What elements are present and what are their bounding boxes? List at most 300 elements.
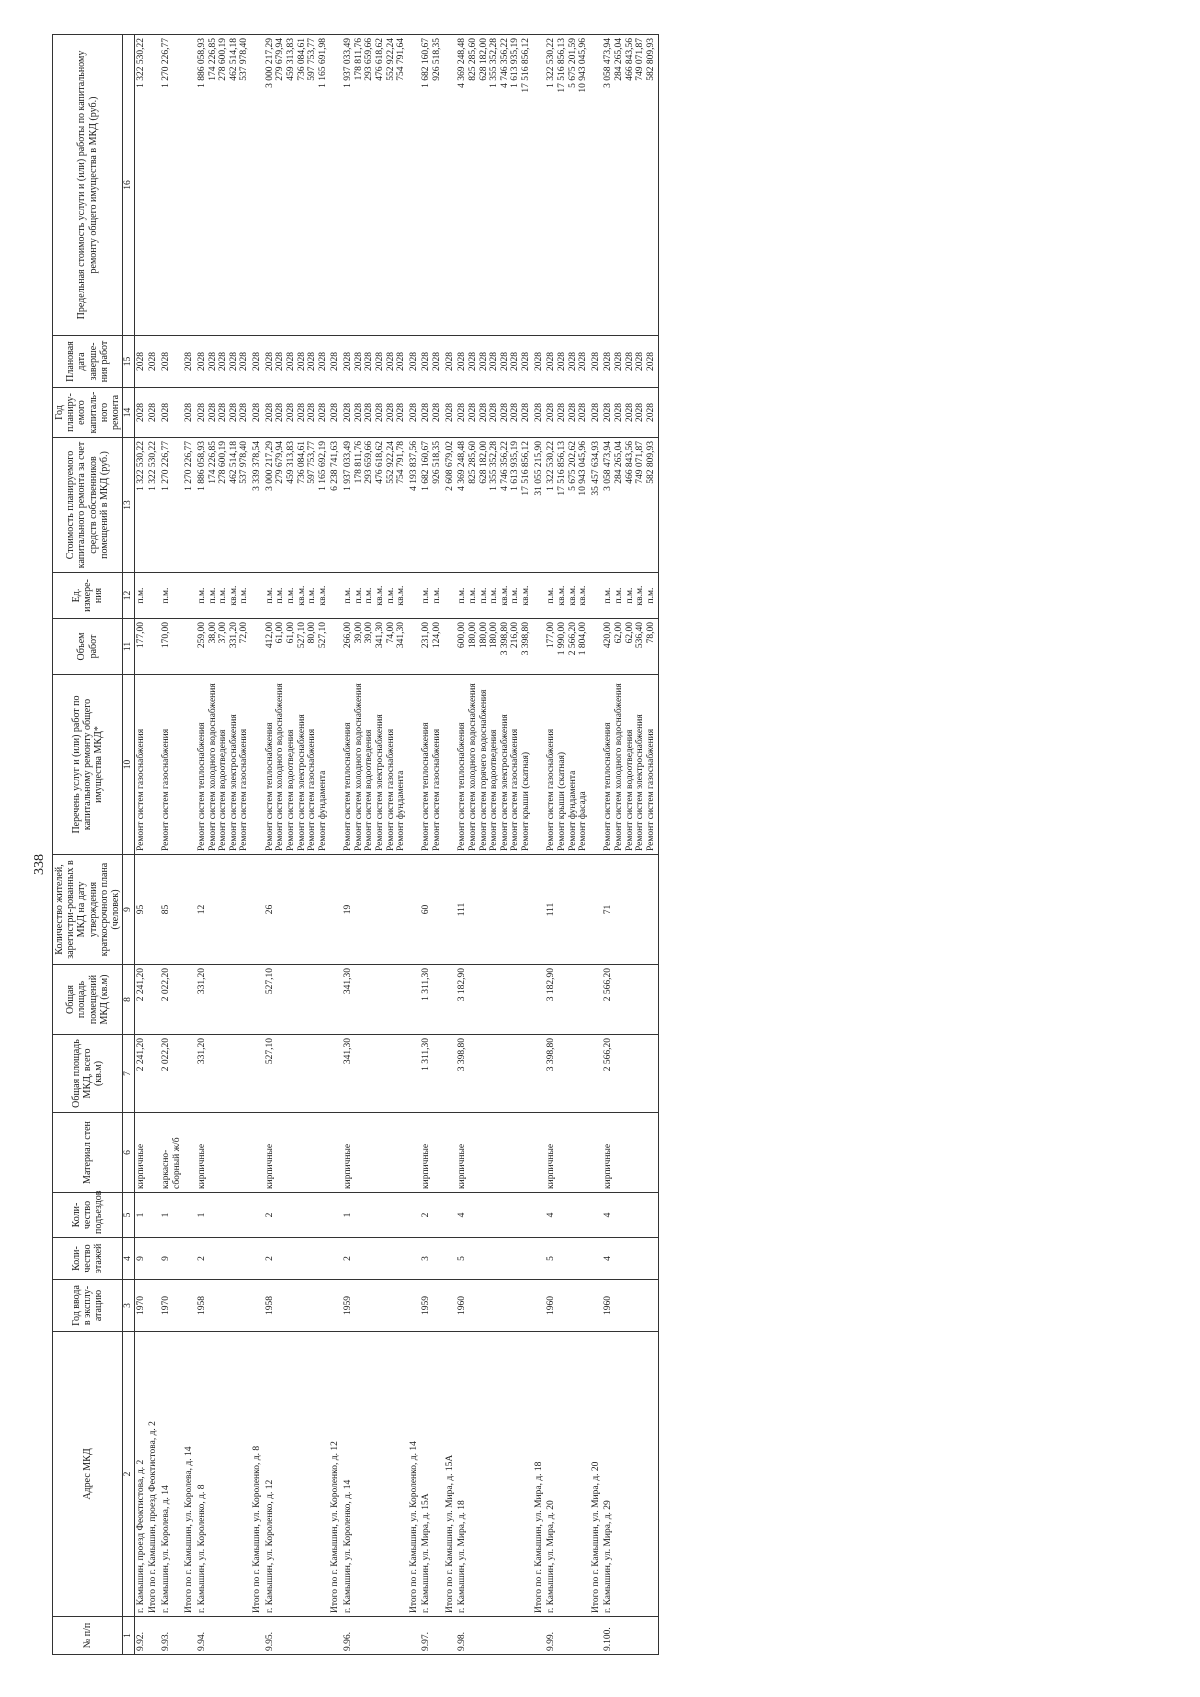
premises-area: 3 182,90	[456, 965, 532, 1035]
planned-year-cell	[183, 388, 196, 438]
planned-cost-cell	[264, 438, 330, 573]
planned-cost: 1 270 226,77	[161, 441, 171, 491]
work-unit: п.м.	[218, 587, 229, 604]
completion-date: 2028	[635, 352, 646, 371]
planned-cost: 6 238 741,63	[330, 441, 341, 491]
work-unit: п.м.	[645, 587, 656, 604]
completion-date: 2028	[467, 352, 478, 371]
planned-cost: 3 058 473,94	[603, 441, 614, 491]
planned-cost-cell	[196, 438, 251, 573]
work-item: Ремонт систем теплоснабжения	[603, 722, 614, 851]
row-number	[147, 1617, 160, 1655]
rotated-landscape-sheet	[30, 35, 1170, 1655]
work-item-cell	[545, 675, 590, 855]
planned-year: 2028	[184, 403, 195, 422]
max-cost-cell	[160, 35, 183, 336]
total-area	[408, 1035, 421, 1113]
page-number: 338	[32, 854, 47, 875]
completion-date: 2028	[624, 352, 635, 371]
total-area	[590, 1035, 603, 1113]
column-header: Стоимость планируемого капитального ремонта за счет средств собственников помещений в МКД (руб.)	[53, 438, 123, 573]
max-cost-cell	[602, 35, 658, 336]
address: Итого по г. Камышин, ул. Короленко, д. 8	[251, 1332, 264, 1617]
table-row	[160, 35, 183, 1655]
planned-year: 2028	[635, 403, 646, 422]
work-volume: 180,00	[478, 622, 489, 649]
work-volume: 527,10	[296, 622, 307, 649]
work-unit-cell	[264, 573, 330, 619]
planned-cost: 1 682 160,67	[421, 441, 432, 491]
work-volume: 259,00	[196, 622, 207, 649]
premises-area: 1 311,30	[420, 965, 443, 1035]
repair-plan-table	[52, 34, 659, 1655]
work-unit-cell	[147, 573, 160, 619]
planned-cost: 4 193 837,56	[408, 441, 419, 491]
total-row	[408, 35, 421, 1655]
work-volume: 37,00	[218, 622, 229, 644]
column-header: Коли-чество этажей	[53, 1238, 123, 1280]
planned-year: 2028	[624, 403, 635, 422]
address: г. Камышин, ул. Мира, д. 15А	[420, 1332, 443, 1617]
planned-year-cell	[545, 388, 590, 438]
work-volume: 177,00	[135, 622, 146, 649]
completion-date-cell	[420, 336, 443, 388]
column-number: 5	[123, 1193, 135, 1238]
work-unit: кв.м.	[228, 585, 239, 606]
work-unit: п.м.	[432, 587, 442, 604]
max-cost: 537 978,40	[239, 38, 250, 81]
completion-date: 2028	[457, 352, 468, 371]
resident-count: 111	[545, 855, 590, 965]
work-unit: п.м.	[478, 587, 489, 604]
work-volume-cell	[545, 619, 590, 675]
max-cost-cell	[183, 35, 196, 336]
column-number: 6	[123, 1113, 135, 1193]
wall-material: кирпичные	[545, 1113, 590, 1193]
planned-year: 2028	[467, 403, 478, 422]
entrance-count: 4	[456, 1193, 532, 1238]
planned-cost-cell	[160, 438, 183, 573]
column-number: 7	[123, 1035, 135, 1113]
completion-date: 2028	[353, 352, 364, 371]
work-unit: п.м.	[207, 587, 218, 604]
work-volume: 420,00	[603, 622, 614, 649]
planned-year-cell	[408, 388, 421, 438]
resident-count: 12	[196, 855, 251, 965]
planned-year: 2028	[521, 403, 531, 422]
work-volume-cell	[147, 619, 160, 675]
wall-material: кирпичные	[342, 1113, 408, 1193]
planned-cost: 31 055 215,90	[533, 441, 544, 496]
completion-date: 2028	[317, 352, 328, 371]
work-volume: 536,40	[635, 622, 646, 649]
planned-cost: 35 457 634,93	[590, 441, 601, 496]
row-number	[533, 1617, 546, 1655]
work-volume: 331,20	[228, 622, 239, 649]
max-cost-cell	[342, 35, 408, 336]
completion-date: 2028	[218, 352, 229, 371]
max-cost: 3 058 473,94	[603, 38, 614, 88]
work-item: Ремонт фундамента	[396, 770, 407, 851]
column-header: Коли-чество подъездов	[53, 1193, 123, 1238]
completion-date: 2028	[374, 352, 385, 371]
wall-material: кирпичные	[264, 1113, 330, 1193]
planned-cost: 3 339 378,54	[252, 441, 262, 491]
planned-year-cell	[251, 388, 264, 438]
work-unit: п.м.	[343, 587, 353, 604]
address: г. Камышин, ул. Короленко, д. 14	[342, 1332, 408, 1617]
completion-date: 2028	[239, 352, 250, 371]
wall-material: кирпичные	[456, 1113, 532, 1193]
work-unit-cell	[602, 573, 658, 619]
work-item: Ремонт фундамента	[317, 770, 328, 851]
work-item: Ремонт систем электроснабжения	[296, 714, 307, 851]
floor-count: 9	[160, 1238, 183, 1280]
work-volume-cell	[590, 619, 603, 675]
planned-cost-cell	[329, 438, 342, 573]
work-unit-cell	[160, 573, 183, 619]
total-area: 3 398,80	[545, 1035, 590, 1113]
completion-date: 2028	[645, 352, 656, 371]
completion-date: 2028	[264, 352, 275, 371]
planned-year: 2028	[330, 403, 341, 422]
work-volume: 72,00	[239, 622, 250, 644]
planned-year: 2028	[396, 403, 407, 422]
commission-year: 1960	[545, 1280, 590, 1332]
table-body	[134, 35, 658, 1655]
table-row	[545, 35, 590, 1655]
planned-cost-cell	[134, 438, 147, 573]
floor-count	[251, 1238, 264, 1280]
work-volume-cell	[444, 619, 457, 675]
work-item: Ремонт систем водоотведения	[218, 729, 229, 851]
work-unit: п.м.	[546, 587, 557, 604]
planned-year: 2028	[385, 403, 396, 422]
work-item-cell	[196, 675, 251, 855]
work-unit: кв.м.	[521, 585, 531, 606]
work-volume: 3 398,80	[499, 622, 510, 656]
completion-date-cell	[590, 336, 603, 388]
column-number: 14	[123, 388, 135, 438]
entrance-count	[329, 1193, 342, 1238]
work-unit: п.м.	[614, 587, 624, 604]
planned-year: 2028	[432, 403, 442, 422]
completion-date: 2028	[252, 352, 262, 371]
work-item-cell	[420, 675, 443, 855]
address: Итого по г. Камышин, проезд Феоктистова, д. 2	[147, 1332, 160, 1617]
completion-date-cell	[264, 336, 330, 388]
work-volume: 80,00	[307, 622, 318, 644]
column-number: 16	[123, 35, 135, 336]
work-item: Ремонт систем газоснабжения	[161, 728, 171, 851]
planned-cost-cell	[147, 438, 160, 573]
row-number: 9.99.	[545, 1617, 590, 1655]
completion-date-cell	[602, 336, 658, 388]
work-item-cell	[329, 675, 342, 855]
commission-year	[329, 1280, 342, 1332]
total-row	[590, 35, 603, 1655]
commission-year: 1970	[134, 1280, 147, 1332]
planned-cost: 825 285,60	[467, 441, 478, 484]
wall-material	[533, 1113, 546, 1193]
planned-year: 2028	[533, 403, 544, 422]
work-volume-cell	[602, 619, 658, 675]
work-item-cell	[342, 675, 408, 855]
floor-count	[147, 1238, 160, 1280]
planned-cost-cell	[545, 438, 590, 573]
completion-date: 2028	[161, 352, 171, 371]
work-volume: 78,00	[645, 622, 656, 644]
work-volume-cell	[533, 619, 546, 675]
total-row	[329, 35, 342, 1655]
planned-year: 2028	[645, 403, 656, 422]
work-volume: 341,30	[396, 622, 407, 649]
premises-area	[444, 965, 457, 1035]
planned-year: 2028	[196, 403, 207, 422]
work-unit: кв.м.	[635, 585, 646, 606]
planned-year: 2028	[374, 403, 385, 422]
address: Итого по г. Камышин, ул. Мира, д. 20	[590, 1332, 603, 1617]
premises-area: 341,30	[342, 965, 408, 1035]
row-number	[251, 1617, 264, 1655]
work-unit-cell	[134, 573, 147, 619]
work-item: Ремонт систем газоснабжения	[385, 728, 396, 851]
column-header: Материал стен	[53, 1113, 123, 1193]
row-number	[444, 1617, 457, 1655]
header-row	[53, 35, 123, 1655]
planned-cost: 17 516 856,13	[556, 441, 567, 496]
wall-material: кирпичные	[602, 1113, 658, 1193]
row-number: 9.96.	[342, 1617, 408, 1655]
planned-cost: 749 071,87	[635, 441, 646, 484]
address: г. Камышин, ул. Короленко, д. 8	[196, 1332, 251, 1617]
completion-date: 2028	[285, 352, 296, 371]
planned-cost: 279 679,94	[275, 441, 286, 484]
address: Итого по г. Камышин, ул. Короленко, д. 14	[408, 1332, 421, 1617]
resident-count: 19	[342, 855, 408, 965]
work-unit: п.м.	[364, 587, 375, 604]
completion-date: 2028	[330, 352, 341, 371]
work-unit: п.м.	[196, 587, 207, 604]
work-unit: п.м.	[161, 587, 171, 604]
column-number: 8	[123, 965, 135, 1035]
work-item-cell	[590, 675, 603, 855]
max-cost: 17 516 856,12	[521, 38, 531, 93]
max-cost: 278 600,19	[218, 38, 229, 81]
completion-date: 2028	[228, 352, 239, 371]
work-item: Ремонт систем водоотведения	[285, 729, 296, 851]
work-item-cell	[444, 675, 457, 855]
work-unit-cell	[251, 573, 264, 619]
planned-year-cell	[420, 388, 443, 438]
max-cost: 466 843,56	[624, 38, 635, 81]
planned-cost: 1 270 226,77	[184, 441, 195, 491]
work-unit: кв.м.	[556, 585, 567, 606]
total-area: 3 398,80	[456, 1035, 532, 1113]
planned-cost-cell	[456, 438, 532, 573]
planned-year-cell	[602, 388, 658, 438]
work-unit: п.м.	[467, 587, 478, 604]
completion-date-cell	[251, 336, 264, 388]
row-number: 9.93.	[160, 1617, 183, 1655]
planned-year: 2028	[218, 403, 229, 422]
total-area: 2 022,20	[160, 1035, 183, 1113]
work-unit-cell	[420, 573, 443, 619]
total-area	[251, 1035, 264, 1113]
resident-count: 111	[456, 855, 532, 965]
work-volume: 412,00	[264, 622, 275, 649]
max-cost: 754 791,64	[396, 38, 407, 81]
work-volume: 216,00	[510, 622, 521, 649]
max-cost: 1 270 226,77	[161, 38, 171, 88]
work-item: Ремонт систем электроснабжения	[635, 714, 646, 851]
work-item-cell	[160, 675, 183, 855]
planned-year-cell	[444, 388, 457, 438]
column-number: 9	[123, 855, 135, 965]
column-header: Адрес МКД	[53, 1332, 123, 1617]
column-header: Год ввода в эксплу-атацию	[53, 1280, 123, 1332]
max-cost-cell	[420, 35, 443, 336]
completion-date-cell	[533, 336, 546, 388]
work-unit: кв.м.	[578, 585, 589, 606]
planned-year: 2028	[207, 403, 218, 422]
planned-year: 2028	[444, 403, 455, 422]
planned-cost: 736 084,61	[296, 441, 307, 484]
total-row	[251, 35, 264, 1655]
planned-year: 2028	[421, 403, 432, 422]
total-area: 1 311,30	[420, 1035, 443, 1113]
column-number-row	[123, 35, 135, 1655]
wall-material: каркасно-сборный ж/б	[160, 1113, 183, 1193]
planned-cost: 10 943 045,96	[578, 441, 589, 496]
work-item: Ремонт систем теплоснабжения	[264, 722, 275, 851]
completion-date: 2028	[533, 352, 544, 371]
wall-material	[408, 1113, 421, 1193]
work-unit: кв.м.	[567, 585, 578, 606]
work-volume-cell	[408, 619, 421, 675]
work-item-cell	[147, 675, 160, 855]
work-unit: п.м.	[307, 587, 318, 604]
planned-year-cell	[590, 388, 603, 438]
planned-year: 2028	[614, 403, 624, 422]
work-item-cell	[456, 675, 532, 855]
commission-year: 1958	[264, 1280, 330, 1332]
work-item: Ремонт крыши (скатная)	[556, 751, 567, 851]
planned-year: 2028	[457, 403, 468, 422]
total-area: 2 241,20	[134, 1035, 147, 1113]
entrance-count	[147, 1193, 160, 1238]
planned-cost-cell	[342, 438, 408, 573]
column-number: 1	[123, 1617, 135, 1655]
work-unit: п.м.	[353, 587, 364, 604]
max-cost: 4 369 248,48	[457, 38, 468, 88]
column-number: 3	[123, 1280, 135, 1332]
planned-year: 2028	[161, 403, 171, 422]
work-unit: п.м.	[510, 587, 521, 604]
work-volume: 341,30	[374, 622, 385, 649]
column-header: Общая площадь МКД, всего (кв.м)	[53, 1035, 123, 1113]
commission-year: 1958	[196, 1280, 251, 1332]
planned-year: 2028	[567, 403, 578, 422]
work-item: Ремонт систем газоснабжения	[239, 728, 250, 851]
resident-count	[444, 855, 457, 965]
completion-date: 2028	[521, 352, 531, 371]
work-unit: п.м.	[135, 587, 146, 604]
work-unit: п.м.	[239, 587, 250, 604]
work-unit-cell	[444, 573, 457, 619]
planned-cost-cell	[408, 438, 421, 573]
floor-count	[183, 1238, 196, 1280]
work-unit-cell	[456, 573, 532, 619]
completion-date-cell	[444, 336, 457, 388]
planned-year: 2028	[499, 403, 510, 422]
work-volume-cell	[456, 619, 532, 675]
planned-year: 2028	[135, 403, 146, 422]
completion-date: 2028	[432, 352, 442, 371]
work-volume: 266,00	[343, 622, 353, 649]
planned-year: 2028	[603, 403, 614, 422]
work-unit: п.м.	[264, 587, 275, 604]
max-cost-cell	[408, 35, 421, 336]
row-number: 9.95.	[264, 1617, 330, 1655]
commission-year	[590, 1280, 603, 1332]
column-number: 13	[123, 438, 135, 573]
planned-year-cell	[533, 388, 546, 438]
total-area	[183, 1035, 196, 1113]
premises-area: 331,20	[196, 965, 251, 1035]
completion-date: 2028	[207, 352, 218, 371]
work-item: Ремонт фундамента	[567, 770, 578, 851]
floor-count: 5	[456, 1238, 532, 1280]
column-header: Количество жителей, зарегистри-рованных в МКД на дату утверждения краткосрочного плана (человек)	[53, 855, 123, 965]
max-cost: 749 071,87	[635, 38, 646, 81]
address: Итого по г. Камышин, ул. Мира, д. 15А	[444, 1332, 457, 1617]
total-area: 527,10	[264, 1035, 330, 1113]
premises-area	[251, 965, 264, 1035]
max-cost: 597 753,77	[307, 38, 318, 81]
entrance-count: 1	[134, 1193, 147, 1238]
planned-cost: 1 322 530,22	[135, 441, 146, 491]
planned-year: 2028	[252, 403, 262, 422]
address: Итого по г. Камышин, ул. Мира, д. 18	[533, 1332, 546, 1617]
resident-count	[590, 855, 603, 965]
planned-year-cell	[329, 388, 342, 438]
planned-cost: 3 000 217,29	[264, 441, 275, 491]
completion-date: 2028	[489, 352, 500, 371]
resident-count	[147, 855, 160, 965]
work-item: Ремонт систем холодного водоснабжения	[207, 683, 218, 851]
work-volume-cell	[420, 619, 443, 675]
completion-date-cell	[160, 336, 183, 388]
max-cost: 552 922,24	[385, 38, 396, 81]
premises-area: 2 241,20	[134, 965, 147, 1035]
premises-area	[408, 965, 421, 1035]
entrance-count	[533, 1193, 546, 1238]
completion-date: 2028	[196, 352, 207, 371]
completion-date: 2028	[184, 352, 195, 371]
work-volume-cell	[329, 619, 342, 675]
planned-cost: 2 608 679,02	[444, 441, 455, 491]
entrance-count	[590, 1193, 603, 1238]
planned-year: 2028	[510, 403, 521, 422]
entrance-count: 2	[420, 1193, 443, 1238]
wall-material	[251, 1113, 264, 1193]
completion-date: 2028	[408, 352, 419, 371]
work-volume-cell	[264, 619, 330, 675]
work-unit-cell	[329, 573, 342, 619]
work-item: Ремонт систем холодного водоснабжения	[614, 683, 624, 851]
work-volume: 39,00	[364, 622, 375, 644]
